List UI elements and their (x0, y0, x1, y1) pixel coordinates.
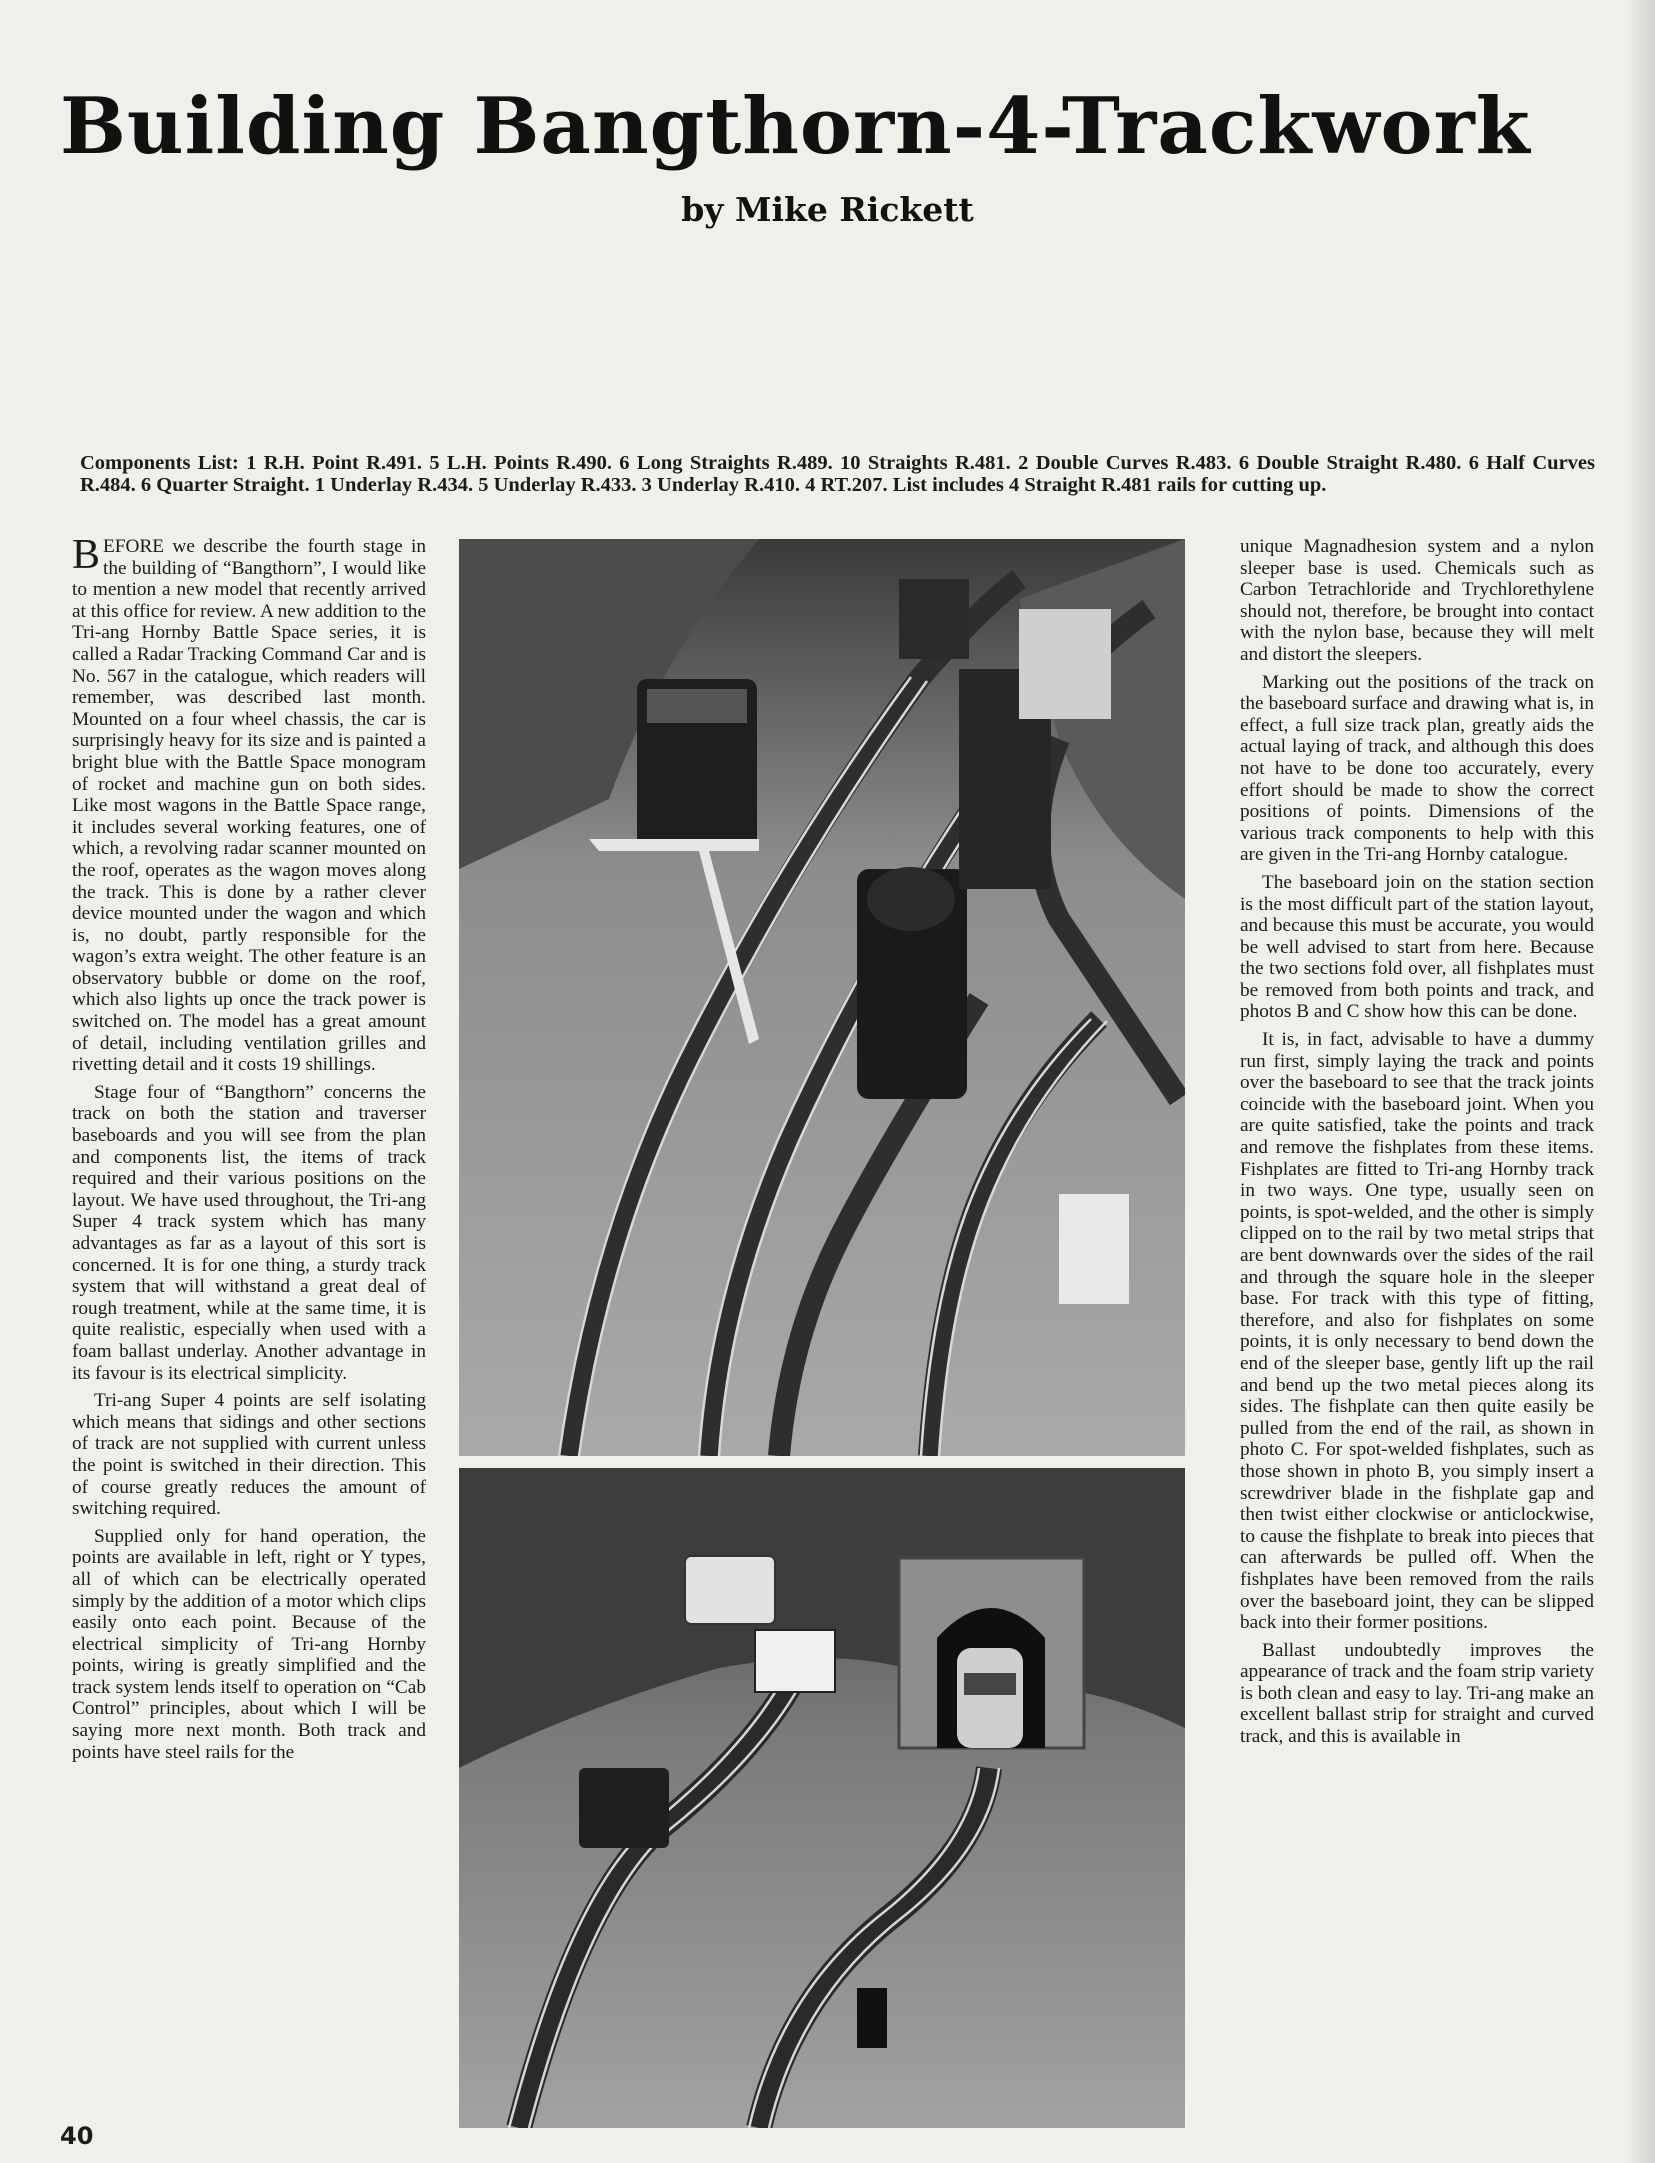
paragraph: Ballast undoubtedly improves the appearance of track and the foam strip variety is both clean and easy to lay. Tri-ang make an excellent ballast strip for straight and curved track, and this is available in (1240, 1639, 1594, 1748)
page-edge-shadow (1625, 0, 1655, 2163)
left-text-column (72, 532, 426, 1769)
photo-tunnel-tracks (459, 1468, 1185, 2128)
article-title: Building Bangthorn-4-Trackwork (60, 81, 1531, 172)
paragraph: Tri-ang Super 4 points are self isolating which means that sidings and other sections of track are not supplied with current unless the point is switched in their direction. This of course greatly reduces the amount of switching required. (72, 1390, 426, 1520)
photo-tunnel-tracks-image (459, 1468, 1185, 2128)
paragraph: The baseboard join on the station section is the most difficult part of the station layout, and because this must be accurate, you would be well advised to start from here. Because the two sections fold over, all fishplates must be removed from both points and track, and photos B and C show how this can be done. (1240, 871, 1594, 1023)
right-text-column (1240, 536, 1594, 1754)
article-byline: by Mike Rickett (681, 190, 974, 229)
photo-station-tracks-image (459, 539, 1185, 1456)
components-list: Components List: 1 R.H. Point R.491. 5 L.H. Points R.490. 6 Long Straights R.489. 10 Straights R.481. 2 Double Curves R.483. 6 Double Straight R.480. 6 Half Curves R.484. 6 Quarter Straight. 1 Underlay R.434. 5 Underlay R.433. 3 Underlay R.410. 4 RT.207. List includes 4 Straight R.481 rails for cutting up. (80, 452, 1595, 496)
drop-cap: B (72, 532, 101, 578)
paragraph: Supplied only for hand operation, the points are available in left, right or Y types, all of which can be electrically operated simply by the addition of a motor which clips easily onto each point. Because of the electrical simplicity of Tri-ang Hornby points, wiring is greatly simplified and the track system lends itself to operation on “Cab Control” principles, about which I will be saying more next month. Both track and points have steel rails for the (72, 1525, 426, 1763)
paragraph: BEFORE we describe the fourth stage in the building of “Bangthorn”, I would like to mention a new model that recently arrived at this office for review. A new addition to the Tri-ang Hornby Battle Space series, it is called a Radar Tracking Command Car and is No. 567 in the catalogue, which readers will remember, was described last month. Mounted on a four wheel chassis, the car is surprisingly heavy for its size and is painted a bright blue with the Battle Space monogram of rocket and machine gun on both sides. Like most wagons in the Battle Space range, it includes several working features, one of which, a revolving radar scanner mounted on the roof, operates as the wagon moves along the track. This is done by a rather clever device mounted under the wagon and which is, no doubt, partly responsible for the wagon’s extra weight. The other feature is an observatory bubble or dome on the roof, which also lights up once the track power is switched on. The model has a great amount of detail, including ventilation grilles and rivetting detail and it costs 19 shillings. (72, 532, 426, 1076)
paragraph: Marking out the positions of the track on the baseboard surface and drawing what is, in effect, a full size track plan, greatly aids the actual laying of track, and although this does not have to be done too accurately, every effort should be made to show the correct positions of points. Dimensions of the various track components to help with this are given in the Tri-ang Hornby catalogue. (1240, 671, 1594, 866)
paragraph: unique Magnadhesion system and a nylon sleeper base is used. Chemicals such as Carbon Tetrachloride and Trychlorethylene should not, therefore, be brought into contact with the nylon base, because they will melt and distort the sleepers. (1240, 536, 1594, 665)
paragraph: It is, in fact, advisable to have a dummy run first, simply laying the track and points over the baseboard to see that the track joints coincide with the baseboard joint. When you are quite satisfied, take the points and track and remove the fishplates from these items. Fishplates are fitted to Tri-ang Hornby track in two ways. One type, usually seen on points, is spot-welded, and the other is simply clipped on to the rail by two metal strips that are bent downwards over the sides of the rail and through the square hole in the sleeper base. For track with this type of fitting, therefore, and also for fishplates on some points, it is only necessary to bend down the end of the sleeper base, gently lift up the rail and bend up the two metal pieces along its sides. The fishplate can then quite easily be pulled from the end of the rail, as shown in photo C. For spot-welded fishplates, such as those shown in photo B, you simply insert a screwdriver blade in the fishplate gap and then twist either clockwise or anticlockwise, to cause the fishplate to break into pieces that can afterwards be pulled off. When the fishplates have been removed from the rails over the baseboard joint, they can be slipped back into their former positions. (1240, 1029, 1594, 1634)
photo-station-tracks (459, 539, 1185, 1456)
page-number: 40 (60, 2122, 94, 2150)
paragraph: Stage four of “Bangthorn” concerns the track on both the station and traverser baseboards and you will see from the plan and components list, the items of track required and their various positions on the layout. We have used throughout, the Tri-ang Super 4 track system which has many advantages as far as a layout of this sort is concerned. It is for one thing, a sturdy track system that will withstand a great deal of rough treatment, while at the same time, it is quite realistic, especially when used with a foam ballast underlay. Another advantage in its favour is its electrical simplicity. (72, 1081, 426, 1384)
